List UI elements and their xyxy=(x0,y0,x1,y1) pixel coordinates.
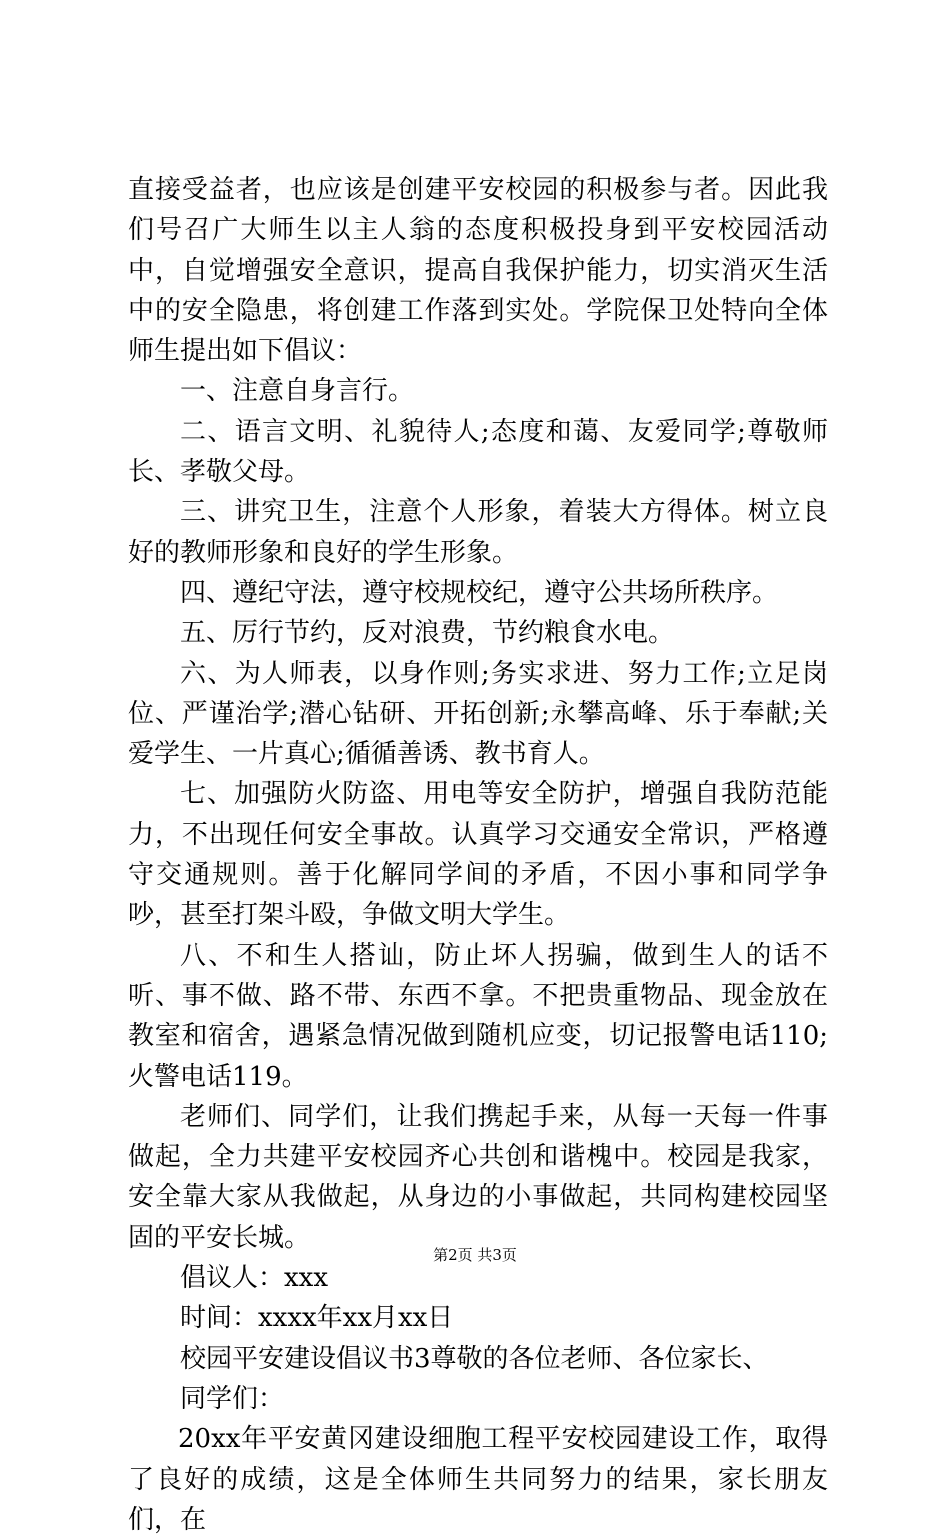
paragraph-item-2: 二、语言文明、礼貌待人;态度和蔼、友爱同学;尊敬师长、孝敬父母。 xyxy=(128,416,828,488)
paragraph-item-3: 三、讲究卫生，注意个人形象，着装大方得体。树立良好的教师形象和良好的学生形象。 xyxy=(128,497,828,568)
paragraph-item-6: 六、为人师表，以身作则;务实求进、努力工作;立足岗位、严谨治学;潜心钻研、开拓创新;永攀高峰、乐于奉献;关爱学生、一片真心;循循善诱、教书育人。 xyxy=(128,658,828,770)
paragraph-item-7: 七、加强防火防盗、用电等安全防护，增强自我防范能力，不出现任何安全事故。认真学习交通安全常识，严格遵守交通规则。善于化解同学间的矛盾，不因小事和同学争吵，甚至打架斗殴，争做文明大学生。 xyxy=(128,779,828,931)
salutation: 同学们： xyxy=(180,1383,285,1414)
paragraph-item-4: 四、遵纪守法，遵守校规校纪，遵守公共场所秩序。 xyxy=(180,577,779,608)
paragraph-item-5: 五、厉行节约，反对浪费，节约粮食水电。 xyxy=(180,618,675,649)
date-line: 时间：xxxx年xx月xx日 xyxy=(180,1303,454,1334)
paragraph-item-1: 一、注意自身言行。 xyxy=(180,376,415,407)
paragraph-closing: 老师们、同学们，让我们携起手来，从每一天每一件事做起，全力共建平安校园齐心共创和谐槐中。校园是我家，安全靠大家从我做起，从身边的小事做起，共同构建校园坚固的平安长城。 xyxy=(128,1101,828,1253)
page-number-footer: 第2页 共3页 xyxy=(433,1246,517,1264)
next-document-title: 校园平安建设倡议书3尊敬的各位老师、各位家长、 xyxy=(180,1343,769,1374)
paragraph-intro: 直接受益者，也应该是创建平安校园的积极参与者。因此我们号召广大师生以主人翁的态度积极投身到平安校园活动中，自觉增强安全意识，提高自我保护能力，切实消灭生活中的安全隐患，将创建工作落到实处。学院保卫处特向全体师生提出如下倡议： xyxy=(128,175,828,367)
paragraph-item-8: 八、不和生人搭讪，防止坏人拐骗，做到生人的话不听、事不做、路不带、东西不拿。不把贵重物品、现金放在教室和宿舍，遇紧急情况做到随机应变，切记报警电话110;火警电话119。 xyxy=(128,940,828,1092)
document-body xyxy=(128,170,828,1540)
paragraph-next-intro: 20xx年平安黄冈建设细胞工程平安校园建设工作，取得了良好的成绩，这是全体师生共同努力的结果，家长朋友们，在 xyxy=(128,1424,828,1535)
initiator-line: 倡议人：xxx xyxy=(180,1263,328,1294)
